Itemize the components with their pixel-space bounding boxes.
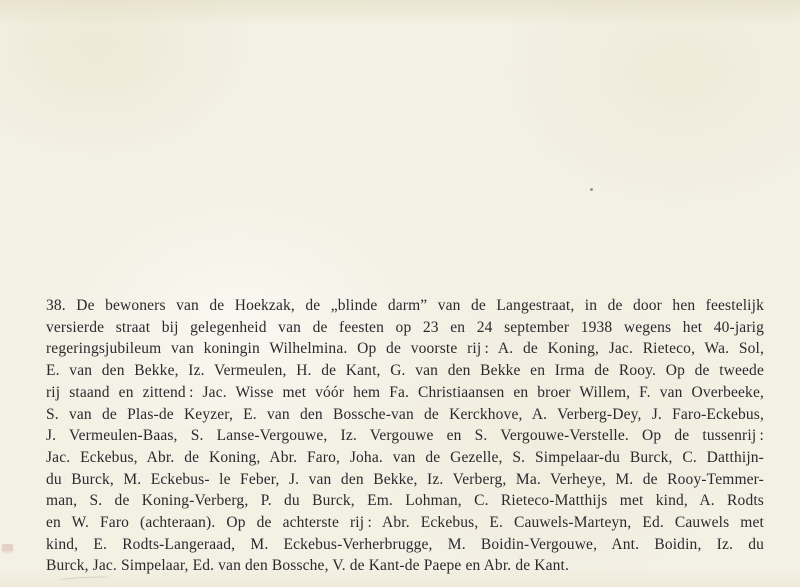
caption-line: Jac. Eckebus, Abr. de Koning, Abr. Faro, Joha. van de Gezelle, S. Simpelaar-du Burck, C. Datthijn- (46, 448, 764, 466)
caption-line: versierde straat bij gelegenheid van de feesten op 23 en 24 september 1938 wegens het 40-jarig (46, 318, 764, 336)
paper-smudge (2, 544, 13, 551)
caption-line: regeringsjubileum van koningin Wilhelmina. Op de voorste rij : A. de Koning, Jac. Rieteco, Wa. Sol, (46, 340, 764, 358)
caption-line: E. van den Bekke, Iz. Vermeulen, H. de Kant, G. van den Bekke en Irma de Rooy. Op de tweede (46, 362, 764, 380)
caption-line: rij staand en zittend : Jac. Wisse met vóór hem Fa. Christiaansen en broer Willem, F. van Overbeeke, (46, 383, 764, 401)
paper-speck (590, 188, 593, 191)
caption-line: du Burck, M. Eckebus- le Feber, J. van den Bekke, Iz. Verberg, Ma. Verheye, M. de Rooy-Temmer- (46, 470, 764, 488)
caption-line: Burck, Jac. Simpelaar, Ed. van den Bossche, V. de Kant-de Paepe en Abr. de Kant. (46, 557, 570, 575)
caption-line: J. Vermeulen-Baas, S. Lanse-Vergouwe, Iz. Vergouwe en S. Vergouwe-Verstelle. Op de tussenrij : (46, 427, 764, 445)
photo-caption (46, 295, 764, 577)
caption-line: kind, E. Rodts-Langeraad, M. Eckebus-Verherbrugge, M. Boidin-Vergouwe, Ant. Boidin, Iz. du (46, 535, 764, 553)
caption-line: en W. Faro (achteraan). Op de achterste rij : Abr. Eckebus, E. Cauwels-Marteyn, Ed. Cauwels met (46, 514, 764, 532)
caption-line: 38. De bewoners van de Hoekzak, de „blinde darm” van de Langestraat, in de door hen feestelijk (46, 297, 764, 314)
caption-line: S. van de Plas-de Keyzer, E. van den Bossche-van de Kerckhove, A. Verberg-Dey, J. Faro-Eckebus, (46, 405, 764, 423)
caption-line: man, S. de Koning-Verberg, P. du Burck, Em. Lohman, C. Rieteco-Matthijs met kind, A. Rodts (46, 492, 764, 510)
